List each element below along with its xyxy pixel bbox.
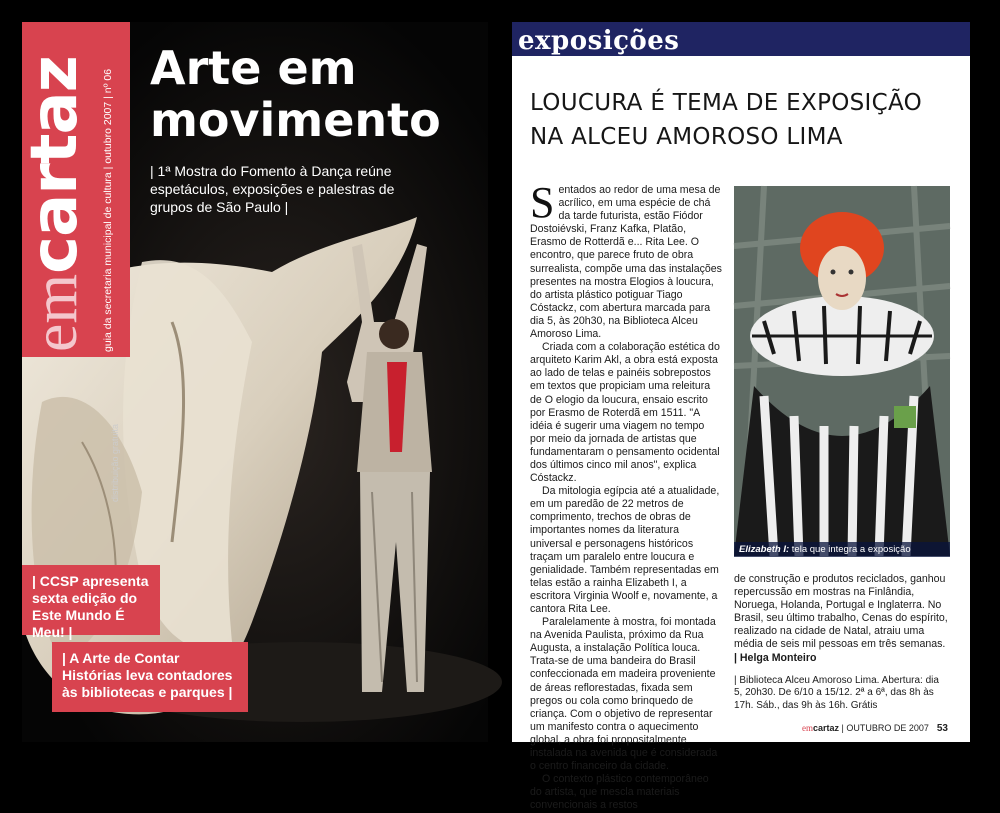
paragraph: Criada com a colaboração estética do arquiteto Karim Akl, a obra está exposta ao lado de telas e painéis sobrepostos em textos que propiciam uma releitura de O elogio da loucura, ensaio escrito por Erasmo de Roterdã em 1511. "A idéia é sugerir uma viagem no tempo por meio da jornada de artistas que fundamentaram o pensamento ocidental dos últimos cinco mil anos", explica Cóstackz.	[530, 341, 720, 485]
section-label: exposições	[518, 26, 680, 56]
author-byline: | Helga Monteiro	[734, 651, 817, 664]
drop-cap: S	[530, 178, 555, 227]
magazine-cover	[18, 22, 488, 742]
paragraph	[530, 178, 722, 341]
cover-lead: | 1ª Mostra do Fomento à Dança reúne espetáculos, exposições e palestras de grupos de São Paulo |	[150, 163, 395, 215]
photo-caption	[734, 542, 950, 557]
elizabeth-artwork-photo	[734, 186, 950, 556]
event-info: | Biblioteca Alceu Amoroso Lima. Abertura: dia 5, 20h30. De 6/10 a 15/12. 2ª a 6ª, das 8h às 17h. Sáb., das 9h às 16h. Grátis	[734, 674, 939, 711]
masthead-em: em	[19, 273, 90, 352]
paragraph	[734, 573, 950, 665]
footer-date: | OUTUBRO DE 2007	[839, 723, 929, 733]
paragraph: O contexto plástico contemporâneo do artista, que mescla materiais convencionais a restos	[530, 773, 709, 812]
article-headline: LOUCURA É TEMA DE EXPOSIÇÃO NA ALCEU AMOROSO LIMA	[530, 90, 923, 150]
distribution-note: distribuição gratuita	[110, 423, 120, 502]
paragraph: Da mitologia egípcia até a atualidade, em um paredão de 22 metros de comprimento, trechos de obras de importantes nomes da literatura universal e personagens históricos traçam um paralelo entre loucura e genialidade. Também representadas em telas estão a rainha Elizabeth I, a escritora Virginia Woolf e, novamente, a cantora Rita Lee.	[530, 485, 720, 615]
paragraph-text: de construção e produtos reciclados, ganhou repercussão em mostras na Finlândia, Noruega, Holanda, Portugal e Inglaterra. No Brasil, seu último trabalho, Cenas do espírito, realizado na cidade de Natal, atraiu uma média de seis mil pessoas em três semanas.	[734, 573, 948, 651]
footer-em: em	[801, 723, 813, 733]
footer-cartaz: cartaz	[812, 723, 839, 733]
caption-text: tela que integra a exposição	[789, 544, 911, 555]
section-banner	[512, 22, 970, 56]
paragraph-text: entados ao redor de uma mesa de acrílico, em uma espécie de chá da tarde futurista, estão Fiódor Dostoiévski, Franz Kafka, Platão, Erasmo de Rotterdã e... Rita Lee. O encontro, que parece fruto de obra surrealista, compõe uma das instalações presentes na mostra Elogios à loucura, do artista plástico potiguar Tiago Cóstackz, com abertura marcada para dia 5, às 20h30, na Biblioteca Alceu Amoroso Lima.	[530, 184, 722, 341]
cover-title: Arte em movimento	[150, 41, 441, 147]
masthead-cartaz: cartaz	[18, 56, 92, 274]
caption-title: Elizabeth I:	[739, 544, 790, 555]
article-column-2	[734, 573, 950, 712]
paragraph: Paralelamente à mostra, foi montada na Avenida Paulista, próximo da Rua Augusta, a instalação Política louca. Trata-se de uma bandeira do Brasil confeccionada em madeira proveniente de áreas reflorestadas, fixada sem pregos ou cola como brinquedo de criança. Com o objetivo de representar um manifesto contra o aquecimento global, a obra foi propositalmente instalada na avenida que é considerada o centro financeiro da cidade.	[530, 616, 718, 773]
masthead-subtitle: guia da secretaria municipal de cultura | outubro 2007 | nº 06	[102, 68, 114, 352]
page-number: 53	[936, 723, 948, 734]
article-page	[512, 22, 970, 812]
article-column-1	[530, 178, 722, 813]
masthead-logo	[18, 56, 92, 352]
masthead-panel	[18, 22, 130, 357]
page-footer	[802, 723, 948, 734]
cover-teaser-ccsp: | CCSP apresenta sexta edição do Este Mundo É Meu! |	[22, 565, 160, 635]
cover-teaser-storytelling: | A Arte de Contar Histórias leva contadores às bibliotecas e parques |	[52, 642, 248, 712]
